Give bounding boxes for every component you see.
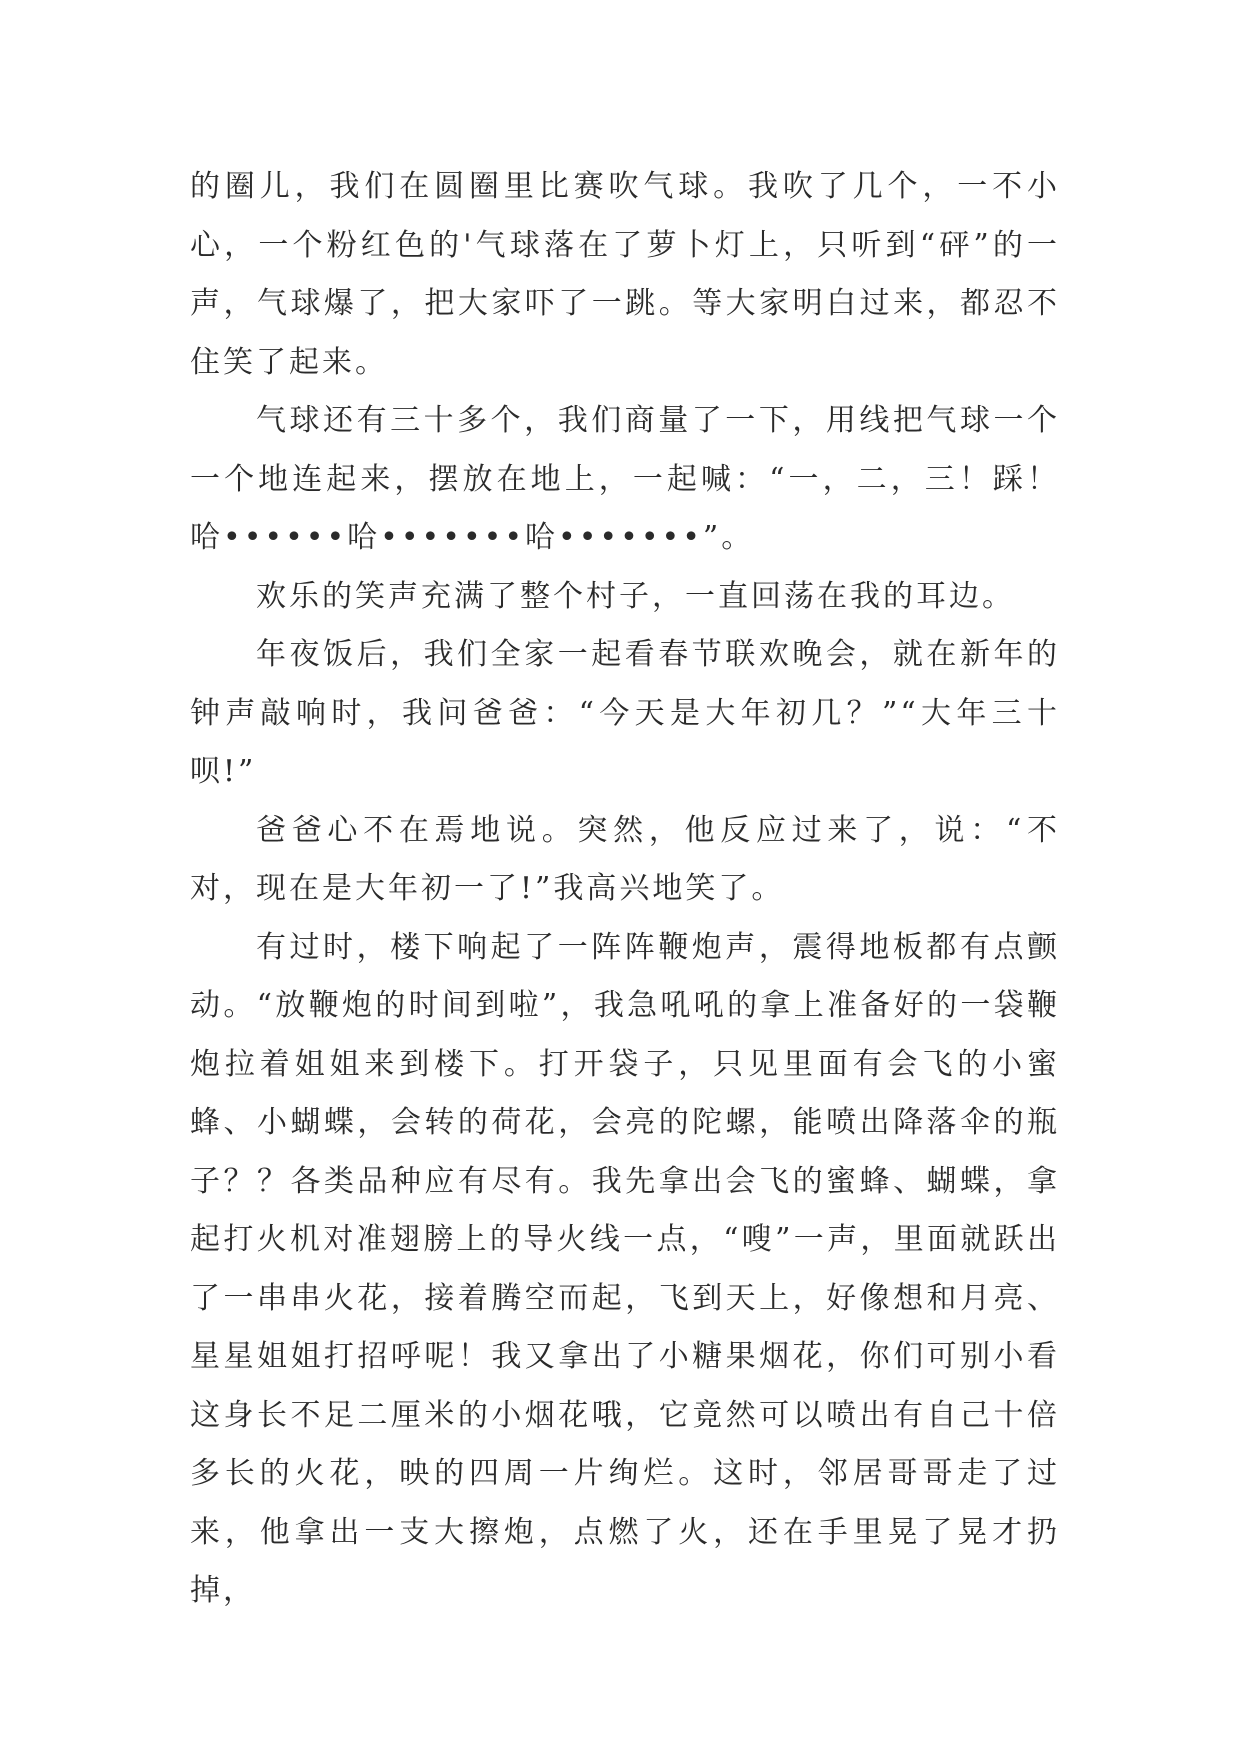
body-text	[190, 158, 1060, 1621]
paragraph-5: 爸爸心不在焉地说。突然，他反应过来了，说：“不对，现在是大年初一了!”我高兴地笑了。	[190, 812, 1060, 906]
paragraph-2: 气球还有三十多个，我们商量了一下，用线把气球一个一个地连起来，摆放在地上，一起喊：“一，二，三！踩！哈••••••哈•••••••哈•••••••”。	[190, 403, 1060, 555]
paragraph-3: 欢乐的笑声充满了整个村子，一直回荡在我的耳边。	[256, 578, 1015, 614]
paragraph-6: 有过时，楼下响起了一阵阵鞭炮声，震得地板都有点颤动。“放鞭炮的时间到啦”，我急吼吼的拿上准备好的一袋鞭炮拉着姐姐来到楼下。打开袋子，只见里面有会飞的小蜜蜂、小蝴蝶，会转的荷花，会亮的陀螺，能喷出降落伞的瓶子？？各类品种应有尽有。我先拿出会飞的蜜蜂、蝴蝶，拿起打火机对准翅膀上的导火线一点，“嗖”一声，里面就跃出了一串串火花，接着腾空而起，飞到天上，好像想和月亮、星星姐姐打招呼呢！我又拿出了小糖果烟花，你们可别小看这身长不足二厘米的小烟花哦，它竟然可以喷出有自己十倍多长的火花，映的四周一片绚烂。这时，邻居哥哥走了过来，他拿出一支大擦炮，点燃了火，还在手里晃了晃才扔掉，	[190, 929, 1060, 1608]
paragraph-4: 年夜饭后，我们全家一起看春节联欢晚会，就在新年的钟声敲响时，我问爸爸：“今天是大年初几？”“大年三十呗!”	[190, 637, 1060, 789]
paragraph-1: 的圈儿，我们在圆圈里比赛吹气球。我吹了几个，一不小心，一个粉红色的'气球落在了萝卜灯上，只听到“砰”的一声，气球爆了，把大家吓了一跳。等大家明白过来，都忍不住笑了起来。	[190, 169, 1060, 380]
